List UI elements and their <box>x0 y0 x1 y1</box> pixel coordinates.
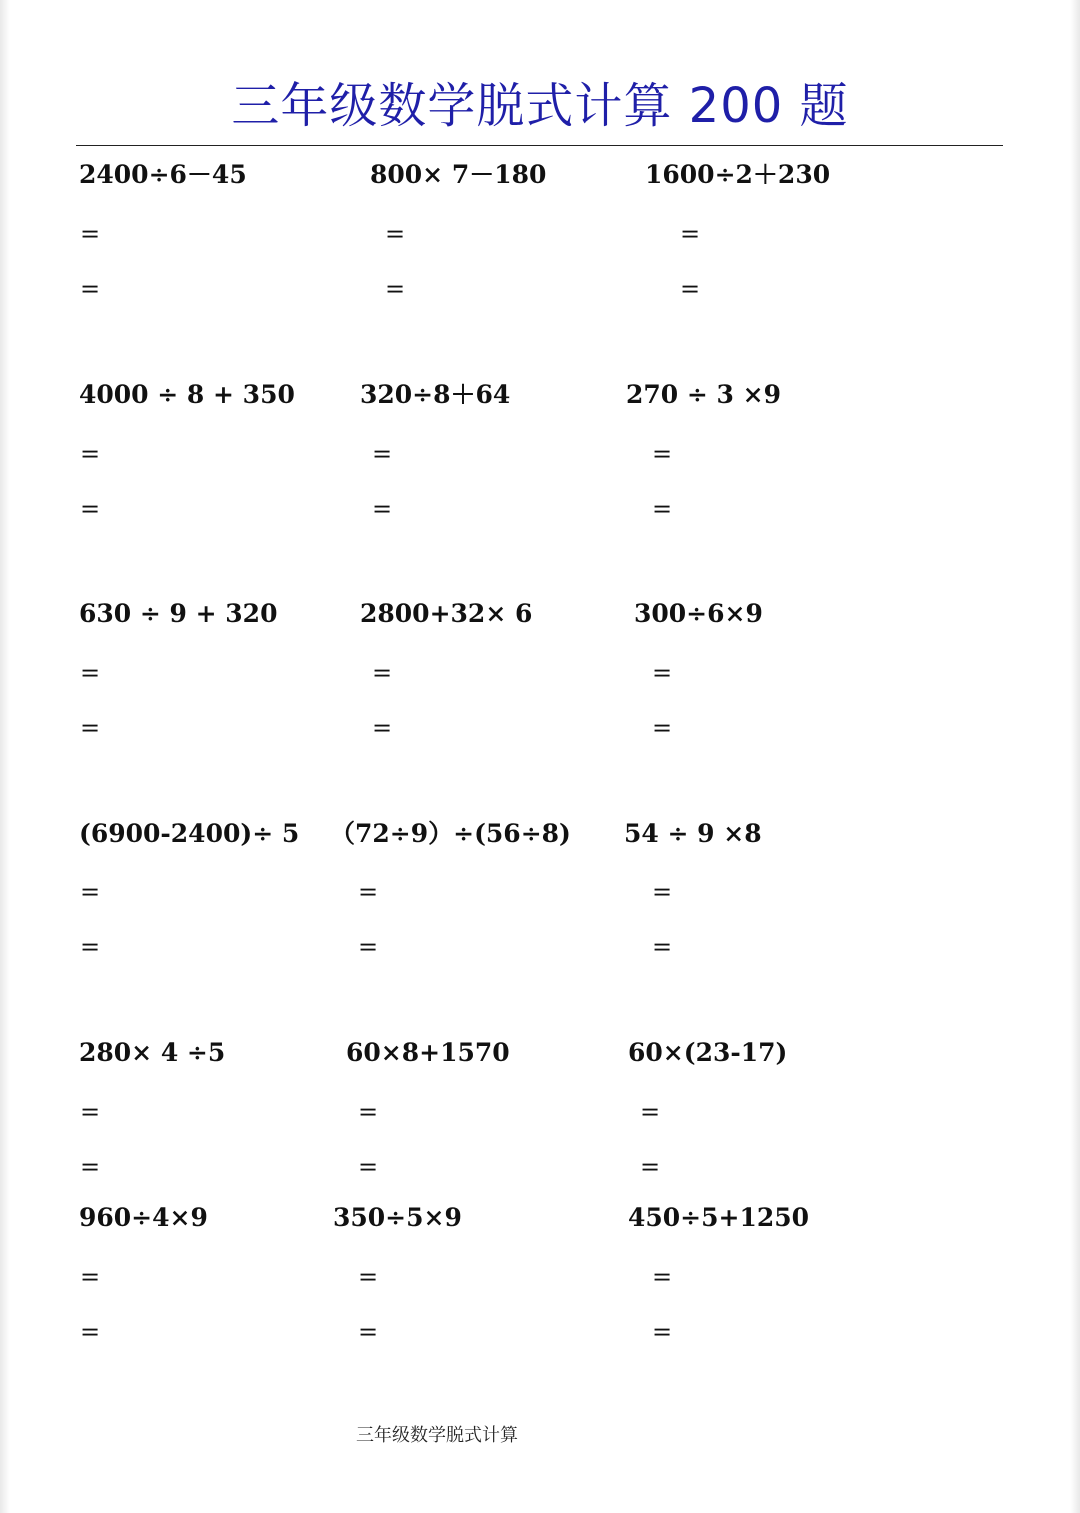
answer-line-equals-1: = <box>652 440 673 468</box>
answer-line-equals-2: = <box>385 275 406 303</box>
answer-line-equals-1: = <box>640 1098 661 1126</box>
answer-line-equals-2: = <box>652 495 673 523</box>
answer-line-equals-1: = <box>385 220 406 248</box>
answer-line-equals-1: = <box>652 659 673 687</box>
answer-line-equals-2: = <box>372 714 393 742</box>
problem-expression: 450÷5+1250 <box>628 1203 810 1232</box>
answer-line-equals-2: = <box>80 1318 101 1346</box>
problem-expression: 280× 4 ÷5 <box>79 1038 226 1067</box>
answer-line-equals-1: = <box>80 1263 101 1291</box>
answer-line-equals-1: = <box>80 659 101 687</box>
problem-expression: 2400÷6－45 <box>79 160 247 189</box>
answer-line-equals-2: = <box>80 275 101 303</box>
problem-expression: 350÷5×9 <box>333 1203 462 1232</box>
page-footer: 三年级数学脱式计算 <box>356 1425 518 1446</box>
answer-line-equals-2: = <box>652 714 673 742</box>
answer-line-equals-2: = <box>358 1318 379 1346</box>
problem-expression: 2800+32× 6 <box>360 599 533 628</box>
page-title: 三年级数学脱式计算 200 题 <box>231 78 849 134</box>
answer-line-equals-1: = <box>358 1263 379 1291</box>
answer-line-equals-1: = <box>358 878 379 906</box>
answer-line-equals-1: = <box>80 878 101 906</box>
answer-line-equals-1: = <box>372 659 393 687</box>
problem-expression: 4000 ÷ 8 + 350 <box>79 380 295 409</box>
answer-line-equals-1: = <box>80 440 101 468</box>
problem-expression: 960÷4×9 <box>79 1203 208 1232</box>
problem-expression: （72÷9）÷(56÷8) <box>330 819 571 848</box>
problem-expression: 54 ÷ 9 ×8 <box>624 819 762 848</box>
title-divider <box>76 145 1003 146</box>
answer-line-equals-1: = <box>372 440 393 468</box>
answer-line-equals-2: = <box>640 1153 661 1181</box>
problem-expression: 270 ÷ 3 ×9 <box>626 380 781 409</box>
answer-line-equals-2: = <box>80 714 101 742</box>
answer-line-equals-2: = <box>680 275 701 303</box>
answer-line-equals-1: = <box>358 1098 379 1126</box>
problem-expression: 60×(23-17) <box>628 1038 788 1067</box>
answer-line-equals-2: = <box>652 933 673 961</box>
page-edge-right <box>1070 0 1080 1513</box>
answer-line-equals-2: = <box>80 1153 101 1181</box>
answer-line-equals-1: = <box>80 1098 101 1126</box>
problem-expression: 1600÷2＋230 <box>645 160 831 189</box>
answer-line-equals-2: = <box>358 1153 379 1181</box>
answer-line-equals-1: = <box>680 220 701 248</box>
answer-line-equals-1: = <box>80 220 101 248</box>
answer-line-equals-2: = <box>358 933 379 961</box>
problem-expression: 630 ÷ 9 + 320 <box>79 599 278 628</box>
problem-expression: (6900-2400)÷ 5 <box>79 819 300 848</box>
answer-line-equals-2: = <box>80 495 101 523</box>
answer-line-equals-2: = <box>652 1318 673 1346</box>
problem-expression: 300÷6×9 <box>634 599 763 628</box>
problem-expression: 320÷8＋64 <box>360 380 511 409</box>
answer-line-equals-2: = <box>80 933 101 961</box>
answer-line-equals-2: = <box>372 495 393 523</box>
problem-expression: 800× 7－180 <box>370 160 547 189</box>
problem-expression: 60×8+1570 <box>346 1038 510 1067</box>
page-edge-left <box>0 0 10 1513</box>
answer-line-equals-1: = <box>652 1263 673 1291</box>
answer-line-equals-1: = <box>652 878 673 906</box>
